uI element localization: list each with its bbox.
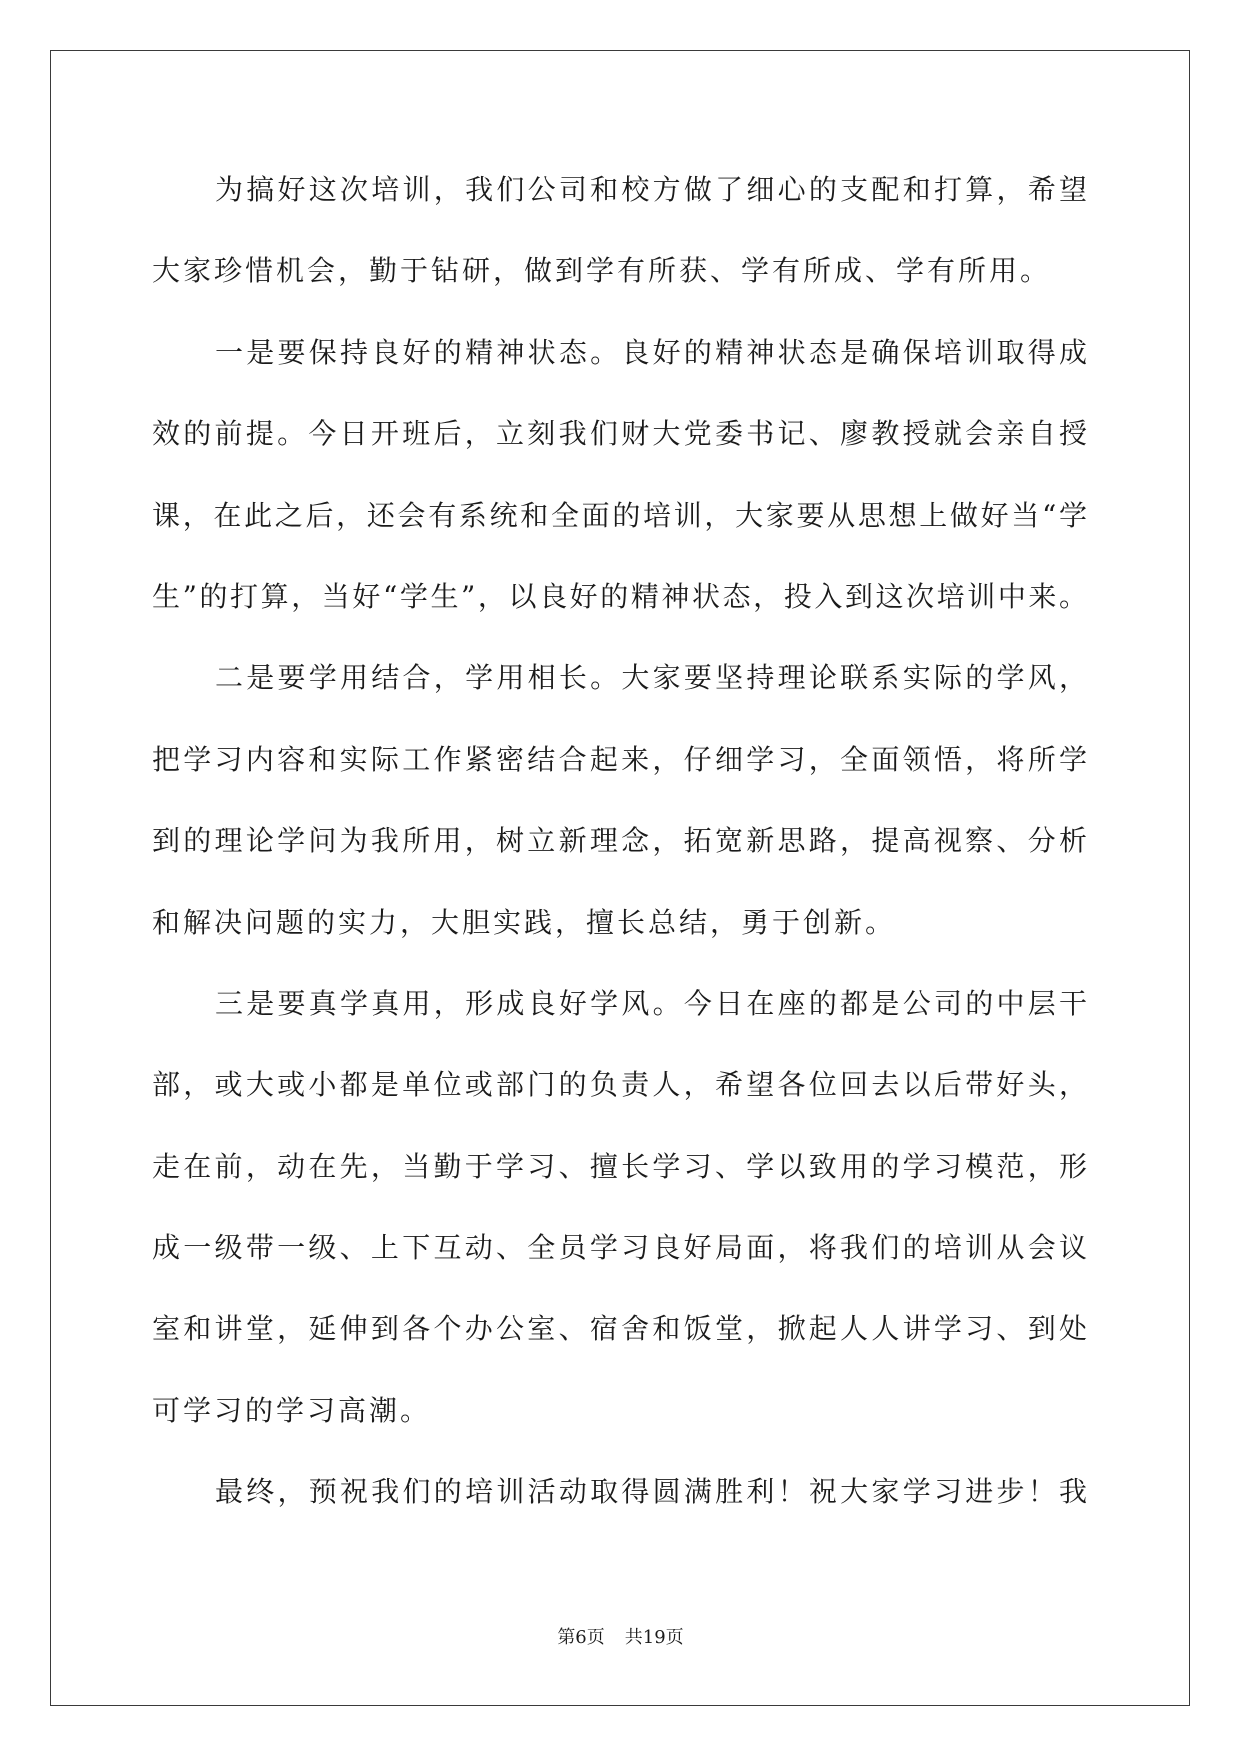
document-body	[152, 149, 1087, 1533]
text-line: 部，或大或小都是单位或部门的负责人，希望各位回去以后带好头，	[152, 1068, 1087, 1102]
paragraph	[152, 149, 1087, 312]
text-line: 效的前提。今日开班后，立刻我们财大党委书记、廖教授就会亲自授	[152, 417, 1087, 451]
paragraph	[152, 963, 1087, 1451]
paragraph	[152, 312, 1087, 638]
text-line: 室和讲堂，延伸到各个办公室、宿舍和饭堂，掀起人人讲学习、到处	[152, 1312, 1087, 1346]
text-line: 和解决问题的实力，大胆实践，擅长总结，勇于创新。	[152, 905, 897, 939]
text-line: 二是要学用结合，学用相长。大家要坚持理论联系实际的学风，	[215, 661, 1087, 695]
text-line: 成一级带一级、上下互动、全员学习良好局面，将我们的培训从会议	[152, 1231, 1087, 1265]
page-number: 第6页	[557, 1627, 605, 1648]
text-line: 走在前，动在先，当勤于学习、擅长学习、学以致用的学习模范，形	[152, 1149, 1087, 1183]
page-footer	[0, 1626, 1241, 1650]
paragraph	[152, 637, 1087, 963]
text-line: 三是要真学真用，形成良好学风。今日在座的都是公司的中层干	[215, 986, 1087, 1020]
text-line: 生”的打算，当好“学生”，以良好的精神状态，投入到这次培训中来。	[152, 579, 1087, 613]
text-line: 到的理论学问为我所用，树立新理念，拓宽新思路，提高视察、分析	[152, 824, 1087, 858]
text-line: 可学习的学习高潮。	[152, 1393, 432, 1427]
text-line: 大家珍惜机会，勤于钻研，做到学有所获、学有所成、学有所用。	[152, 254, 1052, 288]
text-line: 把学习内容和实际工作紧密结合起来，仔细学习，全面领悟，将所学	[152, 742, 1087, 776]
text-line: 课，在此之后，还会有系统和全面的培训，大家要从思想上做好当“学	[152, 498, 1087, 532]
text-line: 最终，预祝我们的培训活动取得圆满胜利！祝大家学习进步！我	[215, 1475, 1087, 1509]
paragraph	[152, 1451, 1087, 1532]
text-line: 为搞好这次培训，我们公司和校方做了细心的支配和打算，希望	[215, 173, 1087, 206]
text-line: 一是要保持良好的精神状态。良好的精神状态是确保培训取得成	[215, 335, 1087, 369]
page-total: 共19页	[624, 1627, 684, 1648]
